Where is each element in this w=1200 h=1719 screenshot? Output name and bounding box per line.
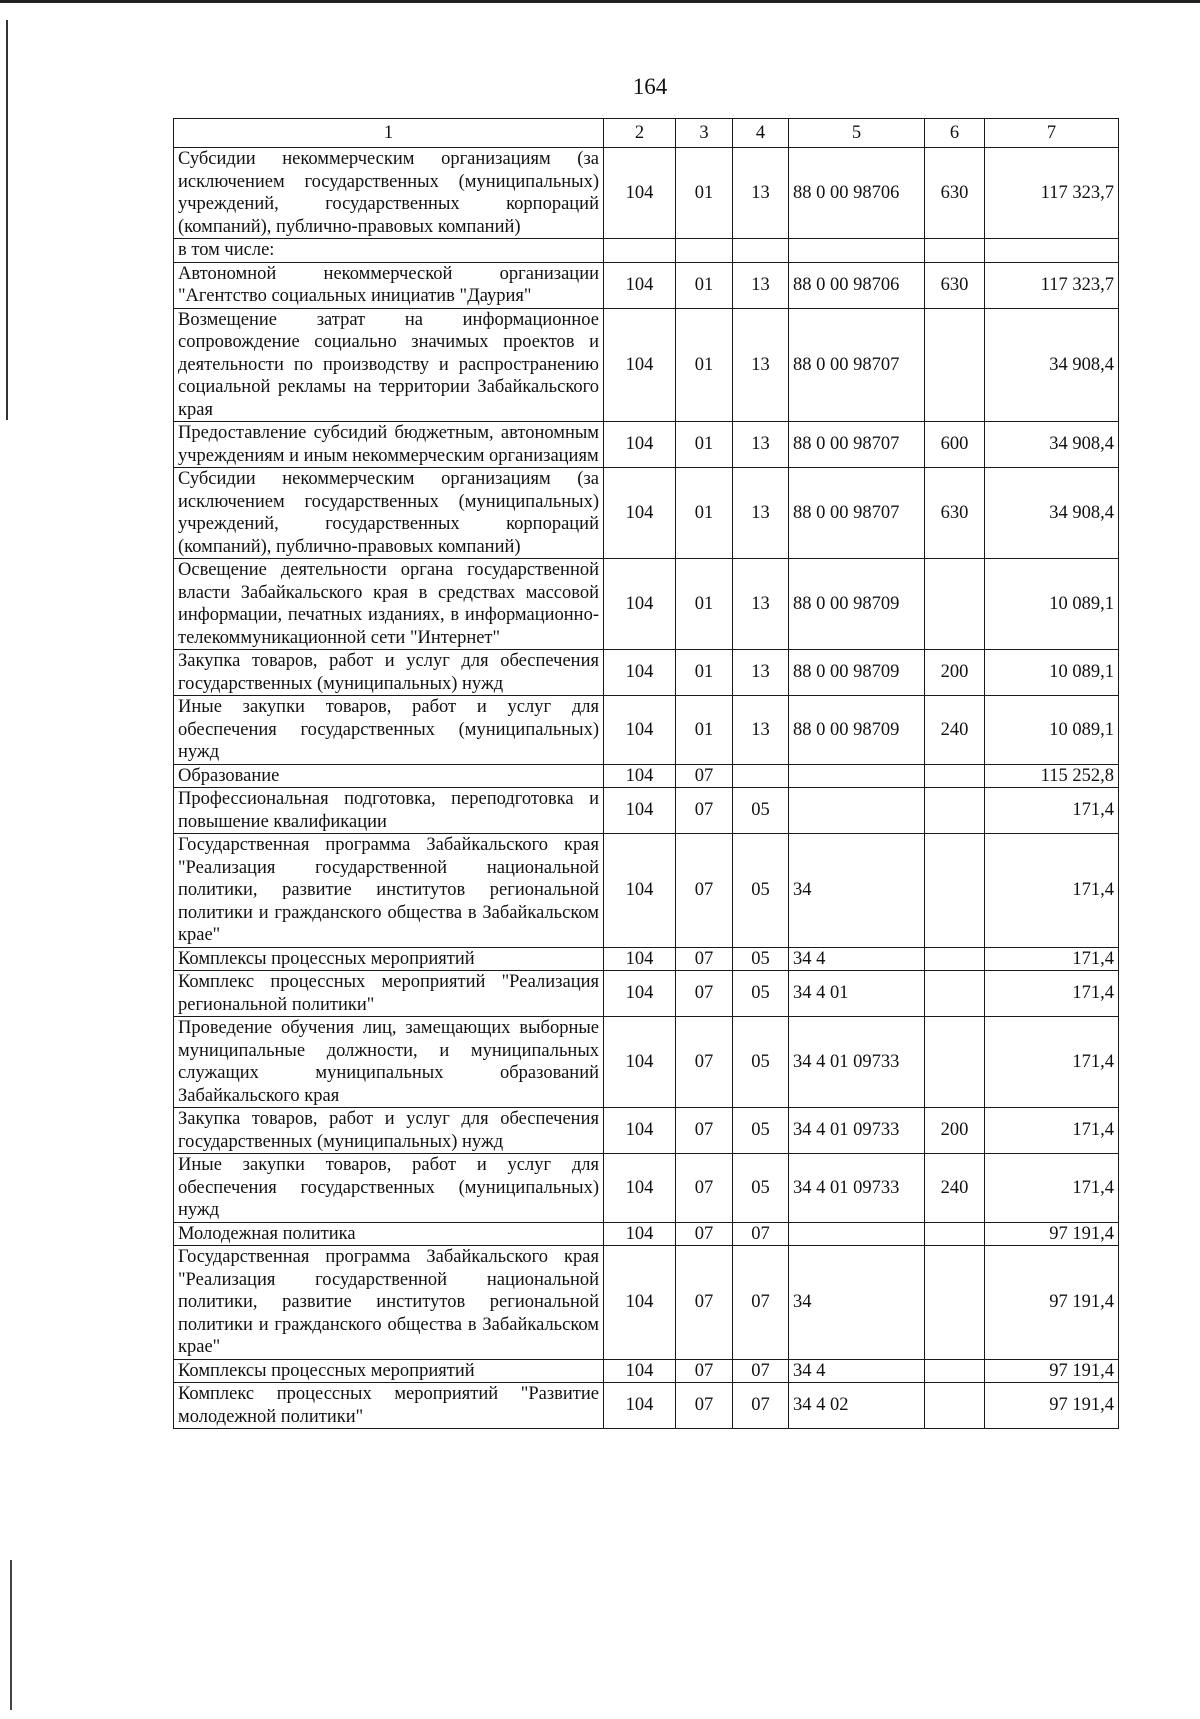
row-section: 01 [676,422,733,468]
row-section: 07 [676,971,733,1017]
row-target-article: 34 [789,1246,925,1360]
row-admin-code: 104 [604,1154,676,1223]
table-row [174,1017,1119,1108]
row-subsection: 07 [733,1222,789,1246]
row-expense-type [925,1383,985,1429]
header-col-1: 1 [174,119,604,148]
row-expense-type [925,971,985,1017]
row-name: Комплексы процессных мероприятий [174,947,604,971]
row-name: Государственная программа Забайкальского края "Реализация государственной национальной политики, развитие институтов региональной политики и гражданского общества в Забайкальском крае" [174,1246,604,1360]
row-admin-code: 104 [604,1359,676,1383]
table-row [174,1222,1119,1246]
row-target-article [789,764,925,788]
row-name: Проведение обучения лиц, замещающих выборные муниципальные должности, и муниципальных служащих муниципальных образований Забайкальского края [174,1017,604,1108]
table-row [174,468,1119,559]
table-row [174,262,1119,308]
row-subsection: 13 [733,308,789,422]
row-name: Автономной некоммерческой организации "Агентство социальных инициатив "Даурия" [174,262,604,308]
table-row [174,834,1119,948]
table-row [174,308,1119,422]
row-subsection: 07 [733,1246,789,1360]
row-subsection: 13 [733,650,789,696]
row-section: 07 [676,1246,733,1360]
row-target-article: 88 0 00 98707 [789,308,925,422]
row-section: 07 [676,1154,733,1223]
row-expense-type: 630 [925,262,985,308]
row-target-article: 88 0 00 98706 [789,148,925,239]
row-expense-type [925,1017,985,1108]
row-amount: 171,4 [985,1154,1119,1223]
header-col-5: 5 [789,119,925,148]
row-name: Закупка товаров, работ и услуг для обеспечения государственных (муниципальных) нужд [174,650,604,696]
row-target-article: 88 0 00 98707 [789,468,925,559]
row-name: Закупка товаров, работ и услуг для обеспечения государственных (муниципальных) нужд [174,1108,604,1154]
header-col-7: 7 [985,119,1119,148]
row-name: Субсидии некоммерческим организациям (за исключением государственных (муниципальных) учреждений, государственных корпораций (компаний), публично-правовых компаний) [174,468,604,559]
row-amount: 117 323,7 [985,262,1119,308]
table-row [174,422,1119,468]
table-row [174,764,1119,788]
row-section: 07 [676,764,733,788]
row-admin-code: 104 [604,262,676,308]
row-target-article: 34 4 01 09733 [789,1017,925,1108]
row-amount: 34 908,4 [985,422,1119,468]
row-name: Комплексы процессных мероприятий [174,1359,604,1383]
row-expense-type [925,308,985,422]
row-amount: 171,4 [985,1017,1119,1108]
row-admin-code: 104 [604,650,676,696]
row-section: 01 [676,308,733,422]
row-expense-type: 200 [925,650,985,696]
row-section: 01 [676,148,733,239]
row-expense-type: 240 [925,1154,985,1223]
row-section: 07 [676,1383,733,1429]
row-amount: 10 089,1 [985,559,1119,650]
row-expense-type: 600 [925,422,985,468]
row-subsection [733,764,789,788]
row-section: 01 [676,650,733,696]
row-admin-code: 104 [604,468,676,559]
row-subsection: 05 [733,1154,789,1223]
row-expense-type: 200 [925,1108,985,1154]
row-name: Комплекс процессных мероприятий "Реализация региональной политики" [174,971,604,1017]
table-row [174,239,1119,263]
row-subsection: 05 [733,1108,789,1154]
row-target-article: 88 0 00 98707 [789,422,925,468]
row-subsection: 05 [733,788,789,834]
row-name: в том числе: [174,239,604,263]
row-name: Комплекс процессных мероприятий "Развитие молодежной политики" [174,1383,604,1429]
row-target-article [789,239,925,263]
row-admin-code: 104 [604,764,676,788]
row-subsection: 07 [733,1359,789,1383]
row-amount: 34 908,4 [985,308,1119,422]
row-expense-type [925,1359,985,1383]
row-subsection: 07 [733,1383,789,1429]
row-section [676,239,733,263]
row-target-article: 88 0 00 98709 [789,696,925,765]
row-subsection: 13 [733,468,789,559]
table-header-row [174,119,1119,148]
header-col-2: 2 [604,119,676,148]
row-target-article: 34 4 [789,1359,925,1383]
header-col-6: 6 [925,119,985,148]
header-col-4: 4 [733,119,789,148]
row-subsection: 13 [733,559,789,650]
row-name: Молодежная политика [174,1222,604,1246]
row-expense-type: 630 [925,468,985,559]
row-amount: 171,4 [985,834,1119,948]
row-section: 01 [676,468,733,559]
row-name: Возмещение затрат на информационное сопровождение социально значимых проектов и деятельности по производству и распространению социальной рекламы на территории Забайкальского края [174,308,604,422]
row-admin-code: 104 [604,308,676,422]
row-amount: 171,4 [985,971,1119,1017]
row-target-article: 88 0 00 98709 [789,650,925,696]
row-section: 07 [676,1359,733,1383]
table-row [174,1383,1119,1429]
row-subsection [733,239,789,263]
row-subsection: 05 [733,947,789,971]
row-expense-type [925,559,985,650]
row-target-article: 88 0 00 98709 [789,559,925,650]
row-admin-code: 104 [604,1017,676,1108]
row-expense-type [925,947,985,971]
row-subsection: 13 [733,422,789,468]
table-row [174,1154,1119,1223]
row-subsection: 13 [733,262,789,308]
row-admin-code: 104 [604,788,676,834]
row-amount: 97 191,4 [985,1222,1119,1246]
row-target-article [789,788,925,834]
row-admin-code: 104 [604,1383,676,1429]
row-section: 01 [676,696,733,765]
row-amount: 34 908,4 [985,468,1119,559]
row-expense-type [925,834,985,948]
row-target-article: 34 4 02 [789,1383,925,1429]
row-expense-type: 240 [925,696,985,765]
row-admin-code: 104 [604,971,676,1017]
row-name: Предоставление субсидий бюджетным, автономным учреждениям и иным некоммерческим организациям [174,422,604,468]
row-amount: 115 252,8 [985,764,1119,788]
row-amount: 171,4 [985,1108,1119,1154]
row-name: Профессиональная подготовка, переподготовка и повышение квалификации [174,788,604,834]
row-expense-type: 630 [925,148,985,239]
row-target-article: 88 0 00 98706 [789,262,925,308]
row-section: 07 [676,1222,733,1246]
scan-edge-left-lower [10,1560,12,1710]
row-admin-code: 104 [604,422,676,468]
row-section: 01 [676,262,733,308]
row-amount [985,239,1119,263]
page-number: 164 [632,74,668,99]
row-name: Иные закупки товаров, работ и услуг для обеспечения государственных (муниципальных) нужд [174,696,604,765]
row-expense-type [925,764,985,788]
row-subsection: 05 [733,1017,789,1108]
row-expense-type [925,788,985,834]
table-row [174,559,1119,650]
row-name: Освещение деятельности органа государственной власти Забайкальского края в средствах массовой информации, печатных изданиях, в информационно-телекоммуникационной сети "Интернет" [174,559,604,650]
row-amount: 117 323,7 [985,148,1119,239]
row-subsection: 13 [733,696,789,765]
row-name: Иные закупки товаров, работ и услуг для обеспечения государственных (муниципальных) нужд [174,1154,604,1223]
row-section: 07 [676,788,733,834]
row-section: 07 [676,1108,733,1154]
row-amount: 171,4 [985,788,1119,834]
row-amount: 171,4 [985,947,1119,971]
row-expense-type [925,1246,985,1360]
header-col-3: 3 [676,119,733,148]
budget-table [173,118,1119,1429]
row-amount: 97 191,4 [985,1246,1119,1360]
table-row [174,947,1119,971]
row-target-article: 34 4 01 [789,971,925,1017]
row-expense-type [925,1222,985,1246]
table-row [174,1108,1119,1154]
row-amount: 10 089,1 [985,696,1119,765]
row-target-article: 34 [789,834,925,948]
table-row [174,696,1119,765]
row-subsection: 05 [733,834,789,948]
row-name: Образование [174,764,604,788]
row-admin-code [604,239,676,263]
row-amount: 97 191,4 [985,1383,1119,1429]
row-target-article: 34 4 01 09733 [789,1108,925,1154]
row-admin-code: 104 [604,1246,676,1360]
row-admin-code: 104 [604,559,676,650]
row-admin-code: 104 [604,148,676,239]
row-admin-code: 104 [604,1222,676,1246]
row-subsection: 05 [733,971,789,1017]
row-target-article: 34 4 [789,947,925,971]
table-row [174,788,1119,834]
row-section: 07 [676,1017,733,1108]
table-row [174,650,1119,696]
row-admin-code: 104 [604,834,676,948]
table-row [174,1246,1119,1360]
row-name: Субсидии некоммерческим организациям (за исключением государственных (муниципальных) учреждений, государственных корпораций (компаний), публично-правовых компаний) [174,148,604,239]
row-admin-code: 104 [604,947,676,971]
row-name: Государственная программа Забайкальского края "Реализация государственной национальной политики, развитие институтов региональной политики и гражданского общества в Забайкальском крае" [174,834,604,948]
table-row [174,148,1119,239]
row-admin-code: 104 [604,1108,676,1154]
row-subsection: 13 [733,148,789,239]
row-expense-type [925,239,985,263]
row-admin-code: 104 [604,696,676,765]
row-amount: 10 089,1 [985,650,1119,696]
row-amount: 97 191,4 [985,1359,1119,1383]
row-target-article [789,1222,925,1246]
table-row [174,1359,1119,1383]
row-section: 07 [676,947,733,971]
row-target-article: 34 4 01 09733 [789,1154,925,1223]
row-section: 01 [676,559,733,650]
table-row [174,971,1119,1017]
scan-edge-top [0,0,1200,3]
row-section: 07 [676,834,733,948]
